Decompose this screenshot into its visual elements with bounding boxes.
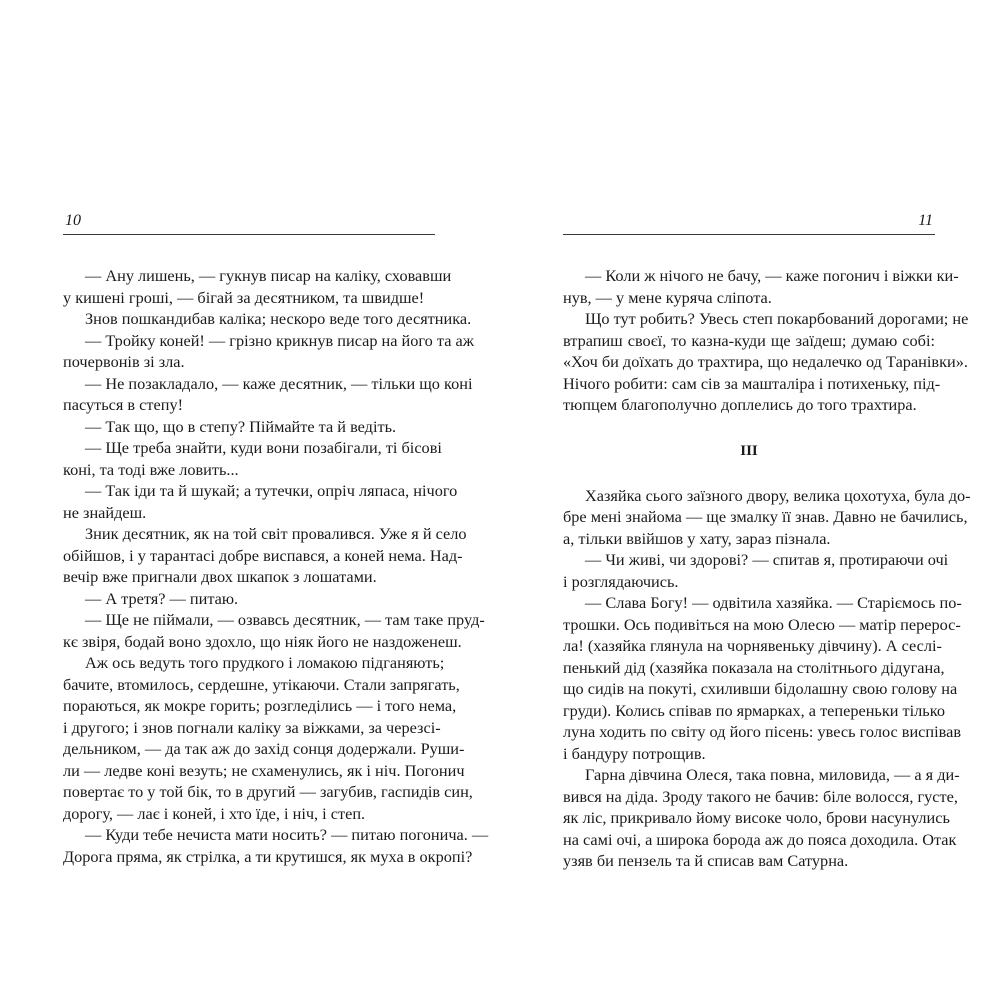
- left-page: [63, 210, 489, 867]
- text-line: дорогу, — лає і коней, і хто їде, і ніч, і степ.: [63, 803, 366, 823]
- text-line: — Не позакладало, — каже десятник, — тільки що коні: [85, 373, 473, 393]
- text-line: Аж ось ведуть того прудкого і ломакою підганяють;: [85, 653, 445, 672]
- text-line: Що тут робить? Увесь степ покарбований дорогами; не: [585, 309, 969, 328]
- left-page-header: [63, 210, 435, 235]
- text-line: нув, — у мене куряча сліпота.: [563, 287, 772, 307]
- text-line: — Ще не піймали, — озвавсь десятник, — там таке пруд-: [85, 610, 485, 629]
- text-line: дельником, — да так аж до захід сонця додержали. Руши-: [63, 739, 465, 758]
- text-line: трошки. Ось подивіться на мою Олесю — матір перерос-: [563, 614, 961, 634]
- text-line: Хазяйка сього заїзного двору, велика цохотуха, була до-: [585, 485, 971, 505]
- left-page-body: [63, 265, 489, 867]
- left-page-number: 10: [65, 212, 81, 229]
- text-line: пенький дід (хазяйка показала на столітнього дідугана,: [563, 657, 945, 677]
- text-line: пораються, як мокре горить; розгледілись — і того нема,: [63, 696, 457, 715]
- text-line: тюпцем благополучно доплелись до того трахтира.: [563, 395, 917, 414]
- text-line: Знов пошкандибав каліка; нескоро веде того десятника.: [85, 309, 472, 328]
- right-page: [563, 210, 971, 872]
- text-line: Дорога пряма, як стрілка, а ти крутишся, як муха в окропі?: [63, 846, 473, 866]
- right-page-header: [563, 210, 935, 235]
- text-line: почервонів зі зла.: [63, 352, 185, 371]
- text-line: Гарна дівчина Олеся, така повна, миловида, — а я ди-: [585, 765, 960, 784]
- text-line: — Так що, що в степу? Піймайте та й ведіть.: [85, 416, 397, 436]
- text-line: Нічого робити: сам сів за машталіра і потихеньку, під-: [563, 373, 941, 393]
- text-line: — Так іди та й шукай; а тутечки, опріч ляпаса, нічого: [85, 481, 458, 500]
- text-line: обійшов, і у тарантасі добре виспався, а коней нема. Над-: [63, 545, 463, 565]
- text-line: і другого; і знов погнали каліку за віжками, за черезсі-: [63, 717, 441, 737]
- text-line: втрапиш своєї, то казна-куди ще заїдеш; думаю собі:: [563, 330, 935, 350]
- text-line: кє звіря, бодай воно здохло, що ніяк його не наздоженеш.: [63, 631, 462, 651]
- right-text-before-heading: [563, 265, 969, 416]
- text-line: пасуться в степу!: [63, 395, 184, 414]
- text-line: вився на діда. Зроду такого не бачив: біле волосся, густе,: [563, 786, 958, 806]
- chapter-heading: III: [740, 442, 758, 459]
- text-line: «Хоч би доїхать до трахтира, що недалечко од Таранівки».: [563, 352, 968, 371]
- text-line: узяв би пензель та й списав вам Сатурна.: [563, 851, 849, 870]
- text-line: бачите, втомилось, сердешне, утікаючи. Стали запрягать,: [63, 674, 460, 694]
- text-line: коні, та тоді вже ловить...: [63, 459, 239, 479]
- text-line: повертає то у той бік, то в другий — загубив, гаспидів син,: [63, 782, 473, 801]
- text-line: — Куди тебе нечиста мати носить? — питаю погонича. —: [85, 825, 489, 844]
- text-line: Зник десятник, як на той світ провалився. Уже я й село: [85, 524, 467, 543]
- text-line: як ліс, прикривало йому високе чоло, брови насунулись: [563, 808, 950, 827]
- text-line: — Тройку коней! — грізно крикнув писар на його та аж: [85, 330, 474, 350]
- text-line: ла! (хазяйка глянула на чорнявеньку дівчину). А сеслі-: [563, 636, 942, 655]
- text-line: що сидів на покуті, схиливши бідолашну свою голову на: [563, 679, 958, 698]
- text-line: груди). Колись співав по ярмарках, а тепереньки тілько: [563, 700, 945, 720]
- text-line: а, тільки ввійшов у хату, зараз пізнала.: [563, 528, 831, 548]
- text-line: на самі очі, а широка борода аж до пояса доходила. Отак: [563, 829, 957, 849]
- text-line: — Слава Богу! — одвітила хазяйка. — Старіємось по-: [585, 593, 962, 612]
- text-line: — Коли ж нічого не бачу, — каже погонич і віжки ки-: [585, 266, 959, 285]
- text-line: — Ану лишень, — гукнув писар на каліку, сховавши: [85, 266, 452, 285]
- text-line: у кишені гроші, — бігай за десятником, та швидше!: [63, 287, 425, 307]
- text-line: — Чи живі, чи здорові? — спитав я, протираючи очі: [585, 550, 949, 569]
- right-page-number: 11: [918, 212, 933, 229]
- right-page-body: [563, 265, 971, 872]
- text-line: — А третя? — питаю.: [85, 588, 239, 608]
- text-line: вечір вже пригнали двох шкапок з лошатами.: [63, 567, 377, 586]
- text-line: ли — ледве коні везуть; не схаменулись, як і ніч. Погонич: [63, 760, 465, 780]
- right-text-after-heading: [563, 485, 971, 872]
- text-line: — Ще треба знайти, куди вони позабігали, ті бісові: [85, 438, 442, 457]
- text-line: не знайдеш.: [63, 502, 147, 522]
- text-line: бре мені знайома — ще змалку її знав. Давно не бачились,: [563, 507, 968, 526]
- text-line: луна ходить по світу од його пісень: увесь голос виспівав: [563, 722, 962, 741]
- text-line: і бандуру потрощив.: [563, 743, 706, 763]
- text-line: і розглядаючись.: [563, 571, 679, 591]
